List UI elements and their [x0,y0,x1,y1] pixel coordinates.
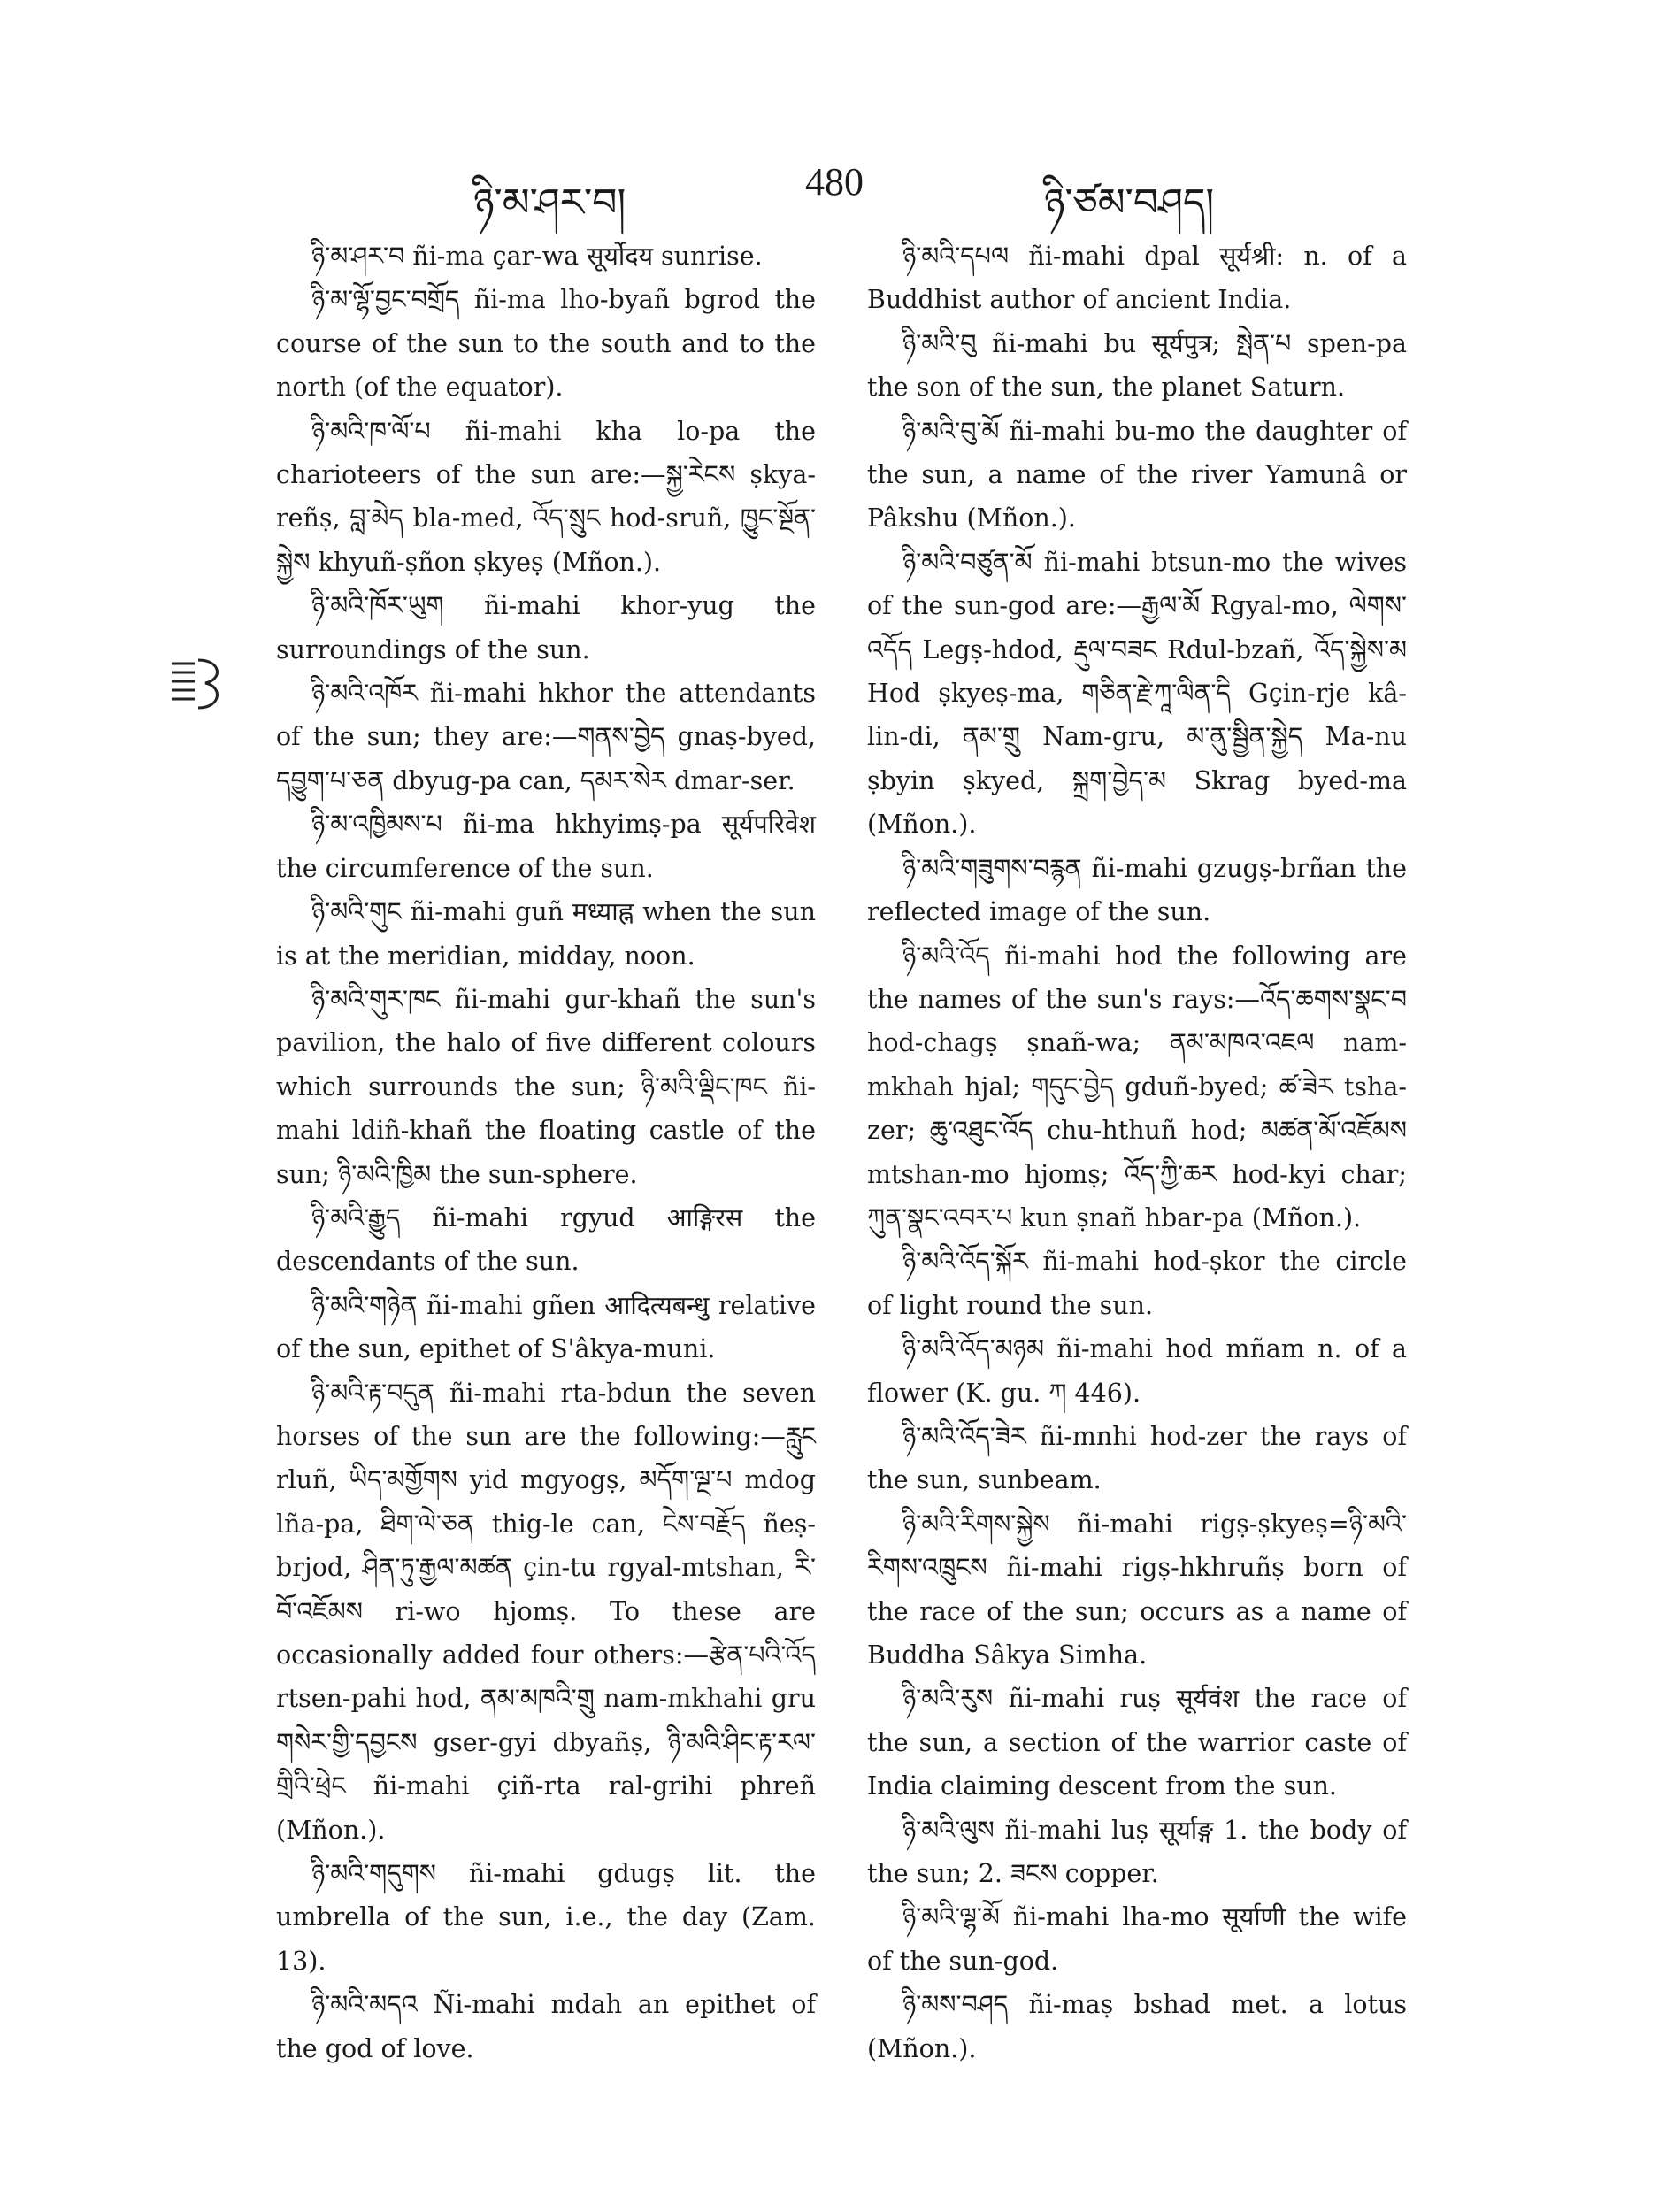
header-right-term: ཉི་ཙམ་བཤད། [1044,180,1215,226]
dictionary-entry: ཉི་མའི་གུར་ཁང ñi-mahi gur-khañ the sun's pavilion, the halo of five different colours which surrounds the sun; ཉི་མའི་ལྡིང་ཁང ñi-mahi ldiñ-khañ the floating castle of the sun; ཉི་མའི་ཁྱིམ the sun-sphere. [276,984,816,1189]
left-column [276,234,816,2070]
dictionary-entry: ཉི་མའི་གཉེན ñi-mahi gñen आदित्यबन्धु relative of the sun, epithet of S'âkya-muni. [276,1290,816,1364]
dictionary-entry: ཉི་མའི་བུ་མོ ñi-mahi bu-mo the daughter of the sun, a name of the river Yamunâ or Pâkshu (Mñon.). [867,416,1407,534]
dictionary-entry: ཉི་མ་ཤར་བ ñi-ma çar-wa सूर्योदय sunrise. [311,242,763,271]
dictionary-entry: ཉི་མའི་རུས ñi-mahi ruṣ सूर्यवंश the race of the sun, a section of the warrior caste of India claiming descent from the sun. [867,1684,1407,1801]
dictionary-entry: ཉི་མའི་འཁོར ñi-mahi hkhor the attendants of the sun; they are:—གནས་བྱེད gnaṣ-byed, དབྱུག་པ་ཅན dbyug-pa can, དམར་སེར dmar-ser. [276,679,816,795]
dictionary-entry: ཉི་མའི་བུ ñi-mahi bu सूर्यपुत्र; སྤེན་པ spen-pa the son of the sun, the planet Saturn. [867,328,1407,403]
page-header [265,159,1416,230]
dictionary-entry: ཉི་མའི་རྟ་བདུན ñi-mahi rta-bdun the seven horses of the sun are the following:—རླུང rluñ, ཡིད་མགྱོགས yid mgyogṣ, མདོག་ལྔ་པ mdog lña-pa, ཐིག་ལེ་ཅན thig-le can, ངེས་བརྗོད ñeṣ-brjod, ཤིན་ཏུ་རྒྱལ་མཚན çin-tu rgyal-mtshan, རི་བོ་འཇོམས ri-wo hjomṣ. To these are occasionally added four others:—རྩེན་པའི་འོད rtsen-pahi hod, ནམ་མཁའི་གྲུ nam-mkhahi gru གསེར་གྱི་དབྱངས gser-gyi dbyañṣ, ཉི་མའི་ཤིང་རྟ་རལ་གྲིའི་ཕྲེང ñi-mahi çiñ-rta ral-grihi phreñ (Mñon.). [276,1378,816,1845]
dictionary-entry: ཉི་མའི་དཔལ ñi-mahi dpal सूर्यश्री: n. of a Buddhist author of ancient India. [867,242,1407,315]
dictionary-entry: ཉི་མའི་འོད་མཉམ ñi-mahi hod mñam n. of a flower (K. gu. ཀ 446). [867,1334,1407,1408]
dictionary-entry: ཉི་མའི་འོད་སྐོར ñi-mahi hod-ṣkor the circle of light round the sun. [867,1247,1407,1320]
dictionary-entry: ཉི་མའི་གཟུགས་བརྙན ñi-mahi gzugṣ-brñan the reflected image of the sun. [867,853,1407,927]
dictionary-entry: ཉི་མའི་རིགས་སྐྱེས ñi-mahi rigṣ-ṣkyeṣ=ཉི་མའི་རིགས་འཁྲུངས ñi-mahi rigṣ-hkhruñṣ born of the race of the sun; occurs as a name of Buddha Sâkya Simha. [867,1509,1407,1670]
dictionary-entry: ཉི་མའི་གུང ñi-mahi guñ मध्याह्न when the sun is at the meridian, midday, noon. [276,897,816,971]
dictionary-entry: ཉི་མའི་ལྷ་མོ ñi-mahi lha-mo सूर्याणी the wife of the sun-god. [867,1902,1407,1976]
dictionary-entry: ཉི་མའི་འོད ñi-mahi hod the following are the names of the sun's rays:—འོད་ཆགས་སྣང་བ hod-chagṣ ṣnañ-wa; ནམ་མཁའ་འཇལ nam-mkhah hjal; གདུང་བྱེད gduñ-byed; ཚ་ཟེར tsha-zer; ཆུ་འཐུང་འོད chu-hthuñ hod; མཚན་མོ་འཇོམས mtshan-mo hjomṣ; འོད་ཀྱི་ཆར hod-kyi char; ཀུན་སྣང་འབར་པ kun ṣnañ hbar-pa (Mñon.). [867,941,1407,1233]
margin-mark [168,655,230,713]
dictionary-entry: ཉི་མའི་མདའ Ñi-mahi mdah an epithet of the god of love. [276,1990,816,2063]
dictionary-entry: ཉི་མའི་ཁ་ལོ་པ ñi-mahi kha lo-pa the charioteers of the sun are:—སྐྱ་རེངས ṣkya-reñṣ, བླ་མེད bla-med, འོད་སྲུང hod-sruñ, ཁྱུང་སྔོན་སྐྱེས khyuñ-ṣñon ṣkyeṣ (Mñon.). [276,416,816,577]
dictionary-entry: ཉི་མའི་ལུས ñi-mahi luṣ सूर्याङ्ग 1. the body of the sun; 2. ཟངས copper. [867,1815,1407,1889]
dictionary-entry: ཉི་མའི་འོད་ཟེར ñi-mnhi hod-zer the rays of the sun, sunbeam. [867,1421,1407,1495]
dictionary-entry: ཉི་མ་འཁྱིམས་པ ñi-ma hkhyimṣ-pa सूर्यपरिवेश the circumference of the sun. [276,810,816,883]
dictionary-entry: ཉི་མའི་རྒྱུད ñi-mahi rgyud आङ्गिरस the descendants of the sun. [276,1202,816,1277]
dictionary-entry: ཉི་མའི་བཙུན་མོ ñi-mahi btsun-mo the wives of the sun-god are:—རྒྱལ་མོ Rgyal-mo, ལེགས་འདོད Legṣ-hdod, རྡུལ་བཟང Rdul-bzañ, འོད་སྐྱེས་མ Hod ṣkyeṣ-ma, གཅིན་རྗེ་ཀཱ་ལིན་དི Gçin-rje kâ-lin-di, ནམ་གྲུ Nam-gru, མ་ནུ་སྦྱིན་སྐྱེད Ma-nu ṣbyin ṣkyed, སྐྲག་བྱེད་མ Skrag byed-ma (Mñon.). [867,547,1407,840]
page-number: 480 [805,160,864,204]
header-left-term: ཉི་མ་ཤར་བ། [473,180,626,226]
right-column [867,234,1407,2070]
dictionary-entry: ཉི་མའི་གདུགས ñi-mahi gdugṣ lit. the umbrella of the sun, i.e., the day (Zam. 13). [276,1859,816,1976]
dictionary-entry: ཉི་མས་བཤད ñi-maṣ bshad met. a lotus (Mñon.). [867,1990,1407,2063]
dictionary-entry: ཉི་མ་ལྷོ་བྱང་བགྲོད ñi-ma lho-byañ bgrod the course of the sun to the south and to the north (of the equator). [276,285,816,403]
dictionary-entry: ཉི་མའི་ཁོར་ཡུག ñi-mahi khor-yug the surroundings of the sun. [276,591,816,664]
